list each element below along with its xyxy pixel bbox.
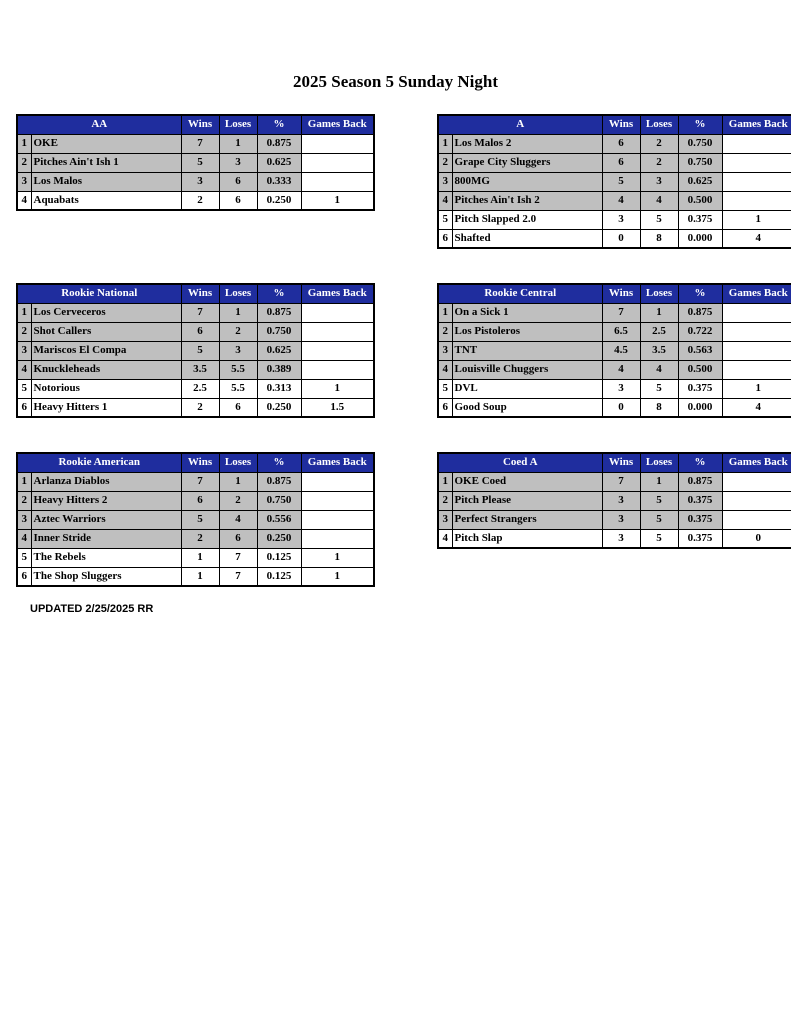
- team-row: [438, 379, 791, 398]
- loses-cell: 1: [219, 303, 257, 322]
- team-row: [438, 472, 791, 491]
- wins-cell: 3: [602, 210, 640, 229]
- team-row: [438, 153, 791, 172]
- team-name-cell: TNT: [452, 341, 602, 360]
- wins-cell: 0: [602, 398, 640, 417]
- team-row: [438, 191, 791, 210]
- division-header: Rookie American: [17, 453, 181, 472]
- games-back-cell: 1.5: [301, 398, 374, 417]
- loses-cell: 8: [640, 229, 678, 248]
- games-back-column-header: Games Back: [722, 284, 791, 303]
- standings-table-a: [437, 114, 791, 249]
- games-back-column-header: Games Back: [301, 115, 374, 134]
- team-name-cell: Pitch Please: [452, 491, 602, 510]
- team-name-cell: Grape City Sluggers: [452, 153, 602, 172]
- table-header-row: [438, 453, 791, 472]
- wins-column-header: Wins: [602, 284, 640, 303]
- pct-cell: 0.375: [678, 491, 722, 510]
- pct-cell: 0.375: [678, 379, 722, 398]
- rank-cell: 6: [17, 567, 31, 586]
- games-back-cell: 1: [301, 567, 374, 586]
- team-name-cell: Los Pistoleros: [452, 322, 602, 341]
- games-back-cell: 1: [301, 191, 374, 210]
- loses-cell: 5: [640, 529, 678, 548]
- rank-cell: 3: [17, 341, 31, 360]
- games-back-column-header: Games Back: [722, 115, 791, 134]
- team-name-cell: OKE Coed: [452, 472, 602, 491]
- table-header-row: [17, 284, 374, 303]
- team-row: [438, 398, 791, 417]
- team-name-cell: The Shop Sluggers: [31, 567, 181, 586]
- loses-cell: 3: [219, 341, 257, 360]
- team-name-cell: On a Sick 1: [452, 303, 602, 322]
- table-body: [17, 134, 374, 210]
- rank-cell: 3: [17, 510, 31, 529]
- loses-cell: 5: [640, 379, 678, 398]
- team-row: [438, 360, 791, 379]
- loses-cell: 6: [219, 172, 257, 191]
- rank-cell: 1: [17, 303, 31, 322]
- team-name-cell: Knuckleheads: [31, 360, 181, 379]
- pct-cell: 0.625: [257, 341, 301, 360]
- rank-cell: 3: [438, 510, 452, 529]
- wins-cell: 7: [181, 303, 219, 322]
- games-back-cell: [722, 303, 791, 322]
- table-header-row: [438, 284, 791, 303]
- pct-cell: 0.000: [678, 398, 722, 417]
- table-body: [438, 134, 791, 248]
- loses-cell: 5: [640, 210, 678, 229]
- standings-table-rookie-american: [16, 452, 375, 587]
- table-body: [438, 472, 791, 548]
- rank-cell: 5: [17, 548, 31, 567]
- pct-cell: 0.625: [257, 153, 301, 172]
- pct-cell: 0.000: [678, 229, 722, 248]
- wins-cell: 3: [602, 491, 640, 510]
- loses-cell: 4: [219, 510, 257, 529]
- pct-cell: 0.389: [257, 360, 301, 379]
- wins-cell: 7: [181, 472, 219, 491]
- pct-cell: 0.375: [678, 529, 722, 548]
- games-back-cell: [722, 472, 791, 491]
- pct-cell: 0.875: [257, 303, 301, 322]
- team-name-cell: Pitches Ain't Ish 2: [452, 191, 602, 210]
- loses-column-header: Loses: [640, 453, 678, 472]
- team-row: [438, 341, 791, 360]
- games-back-cell: [301, 491, 374, 510]
- rank-cell: 4: [17, 529, 31, 548]
- loses-cell: 6: [219, 191, 257, 210]
- team-row: [438, 491, 791, 510]
- wins-cell: 7: [602, 472, 640, 491]
- rank-cell: 2: [438, 322, 452, 341]
- pct-cell: 0.875: [678, 303, 722, 322]
- team-row: [17, 491, 374, 510]
- pct-cell: 0.875: [257, 134, 301, 153]
- wins-cell: 6: [181, 322, 219, 341]
- rank-cell: 4: [438, 360, 452, 379]
- wins-cell: 5: [602, 172, 640, 191]
- pct-cell: 0.556: [257, 510, 301, 529]
- table-header-row: [438, 115, 791, 134]
- pct-column-header: %: [678, 284, 722, 303]
- wins-cell: 1: [181, 548, 219, 567]
- loses-column-header: Loses: [640, 284, 678, 303]
- team-row: [17, 398, 374, 417]
- rank-cell: 2: [17, 153, 31, 172]
- pct-cell: 0.125: [257, 567, 301, 586]
- games-back-cell: 1: [301, 379, 374, 398]
- games-back-cell: [301, 510, 374, 529]
- wins-column-header: Wins: [181, 453, 219, 472]
- loses-cell: 5.5: [219, 360, 257, 379]
- standings-table-aa: [16, 114, 375, 211]
- team-row: [438, 210, 791, 229]
- division-header: Rookie National: [17, 284, 181, 303]
- rank-cell: 1: [17, 134, 31, 153]
- wins-cell: 4: [602, 191, 640, 210]
- team-row: [17, 191, 374, 210]
- team-row: [17, 153, 374, 172]
- wins-cell: 4: [602, 360, 640, 379]
- table-body: [17, 303, 374, 417]
- loses-cell: 7: [219, 567, 257, 586]
- team-name-cell: Inner Stride: [31, 529, 181, 548]
- loses-cell: 1: [640, 472, 678, 491]
- wins-cell: 5: [181, 510, 219, 529]
- loses-cell: 2.5: [640, 322, 678, 341]
- pct-cell: 0.250: [257, 191, 301, 210]
- pct-column-header: %: [678, 453, 722, 472]
- pct-cell: 0.750: [678, 134, 722, 153]
- team-name-cell: Perfect Strangers: [452, 510, 602, 529]
- team-row: [438, 529, 791, 548]
- pct-cell: 0.722: [678, 322, 722, 341]
- table-body: [17, 472, 374, 586]
- wins-cell: 2: [181, 529, 219, 548]
- pct-cell: 0.375: [678, 510, 722, 529]
- games-back-cell: [301, 472, 374, 491]
- wins-column-header: Wins: [602, 115, 640, 134]
- games-back-cell: [722, 172, 791, 191]
- wins-cell: 7: [602, 303, 640, 322]
- games-back-cell: [722, 134, 791, 153]
- pct-cell: 0.875: [257, 472, 301, 491]
- team-name-cell: Louisville Chuggers: [452, 360, 602, 379]
- pct-column-header: %: [678, 115, 722, 134]
- team-row: [438, 510, 791, 529]
- rank-cell: 6: [438, 398, 452, 417]
- games-back-cell: [301, 341, 374, 360]
- team-name-cell: The Rebels: [31, 548, 181, 567]
- team-row: [17, 567, 374, 586]
- pct-column-header: %: [257, 284, 301, 303]
- wins-cell: 6: [602, 153, 640, 172]
- standings-table-rookie-national: [16, 283, 375, 418]
- division-header: A: [438, 115, 602, 134]
- team-row: [17, 134, 374, 153]
- wins-cell: 2: [181, 191, 219, 210]
- wins-cell: 6.5: [602, 322, 640, 341]
- rank-cell: 3: [438, 172, 452, 191]
- team-name-cell: 800MG: [452, 172, 602, 191]
- wins-cell: 3.5: [181, 360, 219, 379]
- loses-cell: 1: [640, 303, 678, 322]
- loses-cell: 8: [640, 398, 678, 417]
- division-header: Rookie Central: [438, 284, 602, 303]
- loses-cell: 5.5: [219, 379, 257, 398]
- rank-cell: 1: [438, 303, 452, 322]
- loses-cell: 5: [640, 491, 678, 510]
- loses-cell: 3: [640, 172, 678, 191]
- games-back-cell: [301, 360, 374, 379]
- rank-cell: 4: [17, 360, 31, 379]
- team-row: [17, 360, 374, 379]
- wins-cell: 3: [602, 510, 640, 529]
- rank-cell: 3: [17, 172, 31, 191]
- wins-cell: 2.5: [181, 379, 219, 398]
- rank-cell: 3: [438, 341, 452, 360]
- pct-cell: 0.125: [257, 548, 301, 567]
- team-row: [438, 303, 791, 322]
- pct-cell: 0.250: [257, 529, 301, 548]
- wins-cell: 3: [602, 529, 640, 548]
- team-row: [17, 379, 374, 398]
- team-name-cell: Heavy Hitters 2: [31, 491, 181, 510]
- pct-cell: 0.750: [678, 153, 722, 172]
- loses-column-header: Loses: [640, 115, 678, 134]
- team-row: [17, 341, 374, 360]
- wins-column-header: Wins: [602, 453, 640, 472]
- team-row: [438, 172, 791, 191]
- games-back-cell: 4: [722, 229, 791, 248]
- games-back-cell: 0: [722, 529, 791, 548]
- loses-cell: 7: [219, 548, 257, 567]
- pct-cell: 0.250: [257, 398, 301, 417]
- wins-cell: 5: [181, 341, 219, 360]
- team-name-cell: Shafted: [452, 229, 602, 248]
- team-row: [17, 529, 374, 548]
- wins-cell: 6: [602, 134, 640, 153]
- rank-cell: 4: [438, 191, 452, 210]
- rank-cell: 2: [438, 153, 452, 172]
- wins-cell: 1: [181, 567, 219, 586]
- rank-cell: 4: [438, 529, 452, 548]
- pct-cell: 0.313: [257, 379, 301, 398]
- rank-cell: 2: [17, 322, 31, 341]
- games-back-cell: [722, 191, 791, 210]
- team-name-cell: Pitches Ain't Ish 1: [31, 153, 181, 172]
- wins-cell: 4.5: [602, 341, 640, 360]
- pct-cell: 0.875: [678, 472, 722, 491]
- team-name-cell: Los Malos 2: [452, 134, 602, 153]
- pct-cell: 0.563: [678, 341, 722, 360]
- loses-cell: 3.5: [640, 341, 678, 360]
- loses-cell: 6: [219, 529, 257, 548]
- team-name-cell: Los Malos: [31, 172, 181, 191]
- games-back-column-header: Games Back: [301, 284, 374, 303]
- games-back-cell: [301, 153, 374, 172]
- loses-cell: 2: [640, 134, 678, 153]
- team-row: [17, 548, 374, 567]
- rank-cell: 1: [17, 472, 31, 491]
- pct-cell: 0.750: [257, 491, 301, 510]
- wins-cell: 3: [181, 172, 219, 191]
- division-header: Coed A: [438, 453, 602, 472]
- team-row: [17, 322, 374, 341]
- games-back-cell: [301, 172, 374, 191]
- loses-cell: 4: [640, 360, 678, 379]
- games-back-cell: 4: [722, 398, 791, 417]
- games-back-cell: [722, 153, 791, 172]
- games-back-cell: [301, 322, 374, 341]
- loses-cell: 5: [640, 510, 678, 529]
- pct-column-header: %: [257, 115, 301, 134]
- games-back-cell: [301, 303, 374, 322]
- rank-cell: 2: [438, 491, 452, 510]
- team-row: [17, 510, 374, 529]
- games-back-cell: [722, 360, 791, 379]
- page-title: 2025 Season 5 Sunday Night: [292, 72, 498, 91]
- pct-cell: 0.625: [678, 172, 722, 191]
- wins-column-header: Wins: [181, 115, 219, 134]
- games-back-cell: [722, 341, 791, 360]
- rank-cell: 5: [438, 210, 452, 229]
- games-back-cell: [722, 510, 791, 529]
- team-row: [17, 472, 374, 491]
- wins-cell: 7: [181, 134, 219, 153]
- pct-cell: 0.750: [257, 322, 301, 341]
- rank-cell: 4: [17, 191, 31, 210]
- wins-column-header: Wins: [181, 284, 219, 303]
- team-name-cell: Pitch Slap: [452, 529, 602, 548]
- table-body: [438, 303, 791, 417]
- games-back-cell: 1: [722, 210, 791, 229]
- games-back-cell: [301, 529, 374, 548]
- loses-cell: 2: [219, 322, 257, 341]
- loses-cell: 1: [219, 472, 257, 491]
- pct-cell: 0.375: [678, 210, 722, 229]
- team-name-cell: Mariscos El Compa: [31, 341, 181, 360]
- wins-cell: 5: [181, 153, 219, 172]
- team-name-cell: OKE: [31, 134, 181, 153]
- loses-cell: 4: [640, 191, 678, 210]
- updated-note: UPDATED 2/25/2025 RR: [30, 603, 154, 615]
- games-back-column-header: Games Back: [722, 453, 791, 472]
- team-name-cell: Arlanza Diablos: [31, 472, 181, 491]
- games-back-cell: [722, 322, 791, 341]
- rank-cell: 1: [438, 134, 452, 153]
- loses-cell: 2: [219, 491, 257, 510]
- games-back-cell: [301, 134, 374, 153]
- games-back-cell: 1: [722, 379, 791, 398]
- rank-cell: 1: [438, 472, 452, 491]
- table-header-row: [17, 115, 374, 134]
- team-name-cell: Los Cerveceros: [31, 303, 181, 322]
- standings-table-rookie-central: [437, 283, 791, 418]
- loses-cell: 2: [640, 153, 678, 172]
- team-name-cell: Pitch Slapped 2.0: [452, 210, 602, 229]
- loses-cell: 6: [219, 398, 257, 417]
- team-row: [438, 229, 791, 248]
- pct-cell: 0.500: [678, 360, 722, 379]
- team-name-cell: Good Soup: [452, 398, 602, 417]
- loses-column-header: Loses: [219, 284, 257, 303]
- rank-cell: 2: [17, 491, 31, 510]
- team-name-cell: Shot Callers: [31, 322, 181, 341]
- loses-column-header: Loses: [219, 115, 257, 134]
- team-row: [438, 134, 791, 153]
- table-header-row: [17, 453, 374, 472]
- standings-grid: [16, 114, 791, 587]
- team-row: [17, 172, 374, 191]
- pct-cell: 0.500: [678, 191, 722, 210]
- loses-column-header: Loses: [219, 453, 257, 472]
- rank-cell: 5: [17, 379, 31, 398]
- standings-table-coed-a: [437, 452, 791, 549]
- team-name-cell: Notorious: [31, 379, 181, 398]
- rank-cell: 5: [438, 379, 452, 398]
- wins-cell: 2: [181, 398, 219, 417]
- pct-cell: 0.333: [257, 172, 301, 191]
- games-back-cell: 1: [301, 548, 374, 567]
- team-name-cell: Aquabats: [31, 191, 181, 210]
- wins-cell: 6: [181, 491, 219, 510]
- games-back-column-header: Games Back: [301, 453, 374, 472]
- wins-cell: 3: [602, 379, 640, 398]
- rank-cell: 6: [17, 398, 31, 417]
- team-row: [17, 303, 374, 322]
- rank-cell: 6: [438, 229, 452, 248]
- division-header: AA: [17, 115, 181, 134]
- team-name-cell: Heavy Hitters 1: [31, 398, 181, 417]
- games-back-cell: [722, 491, 791, 510]
- wins-cell: 0: [602, 229, 640, 248]
- team-row: [438, 322, 791, 341]
- team-name-cell: DVL: [452, 379, 602, 398]
- team-name-cell: Aztec Warriors: [31, 510, 181, 529]
- loses-cell: 3: [219, 153, 257, 172]
- loses-cell: 1: [219, 134, 257, 153]
- pct-column-header: %: [257, 453, 301, 472]
